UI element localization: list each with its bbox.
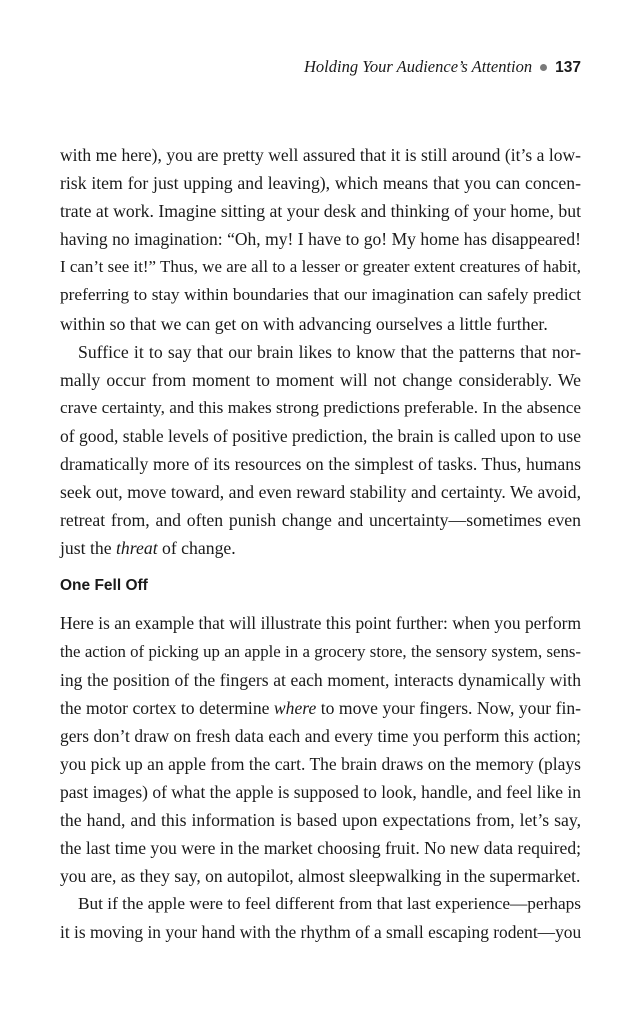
running-head-title: Holding Your Audience’s Attention [304, 57, 533, 76]
text-line: within so that we can get on with advancing ourselves a little further. [60, 313, 548, 334]
text-line [60, 534, 581, 562]
text-line: you pick up an apple from the cart. The brain draws on the memory (plays [60, 753, 581, 774]
text-line: the hand, and this information is based upon expectations from, let’s say, [60, 810, 581, 831]
text-line: I can’t see it!” Thus, we are all to a lesser or greater extent creatures of habit, [60, 257, 581, 277]
text-line: the action of picking up an apple in a grocery store, the sensory system, sens- [60, 641, 581, 661]
text-run: to move your fingers. Now, your fin- [316, 697, 581, 718]
text-line: trate at work. Imagine sitting at your desk and thinking of your home, but [60, 201, 581, 222]
text-line: you are, as they say, on autopilot, almost sleepwalking in the supermarket. [60, 866, 581, 887]
text-line: Here is an example that will illustrate this point further: when you perform [60, 613, 581, 634]
paragraph [60, 609, 581, 890]
text-line: seek out, move toward, and even reward stability and certainty. We avoid, [60, 482, 581, 503]
text-line: risk item for just upping and leaving), which means that you can concen- [60, 173, 581, 194]
section-heading: One Fell Off [60, 577, 148, 595]
text-line: mally occur from moment to moment will not change considerably. We [60, 369, 581, 390]
text-line: ing the position of the fingers at each moment, interacts dynamically with [60, 669, 581, 690]
text-line: the last time you were in the market choosing fruit. No new data required; [60, 838, 581, 859]
emphasis: where [273, 697, 317, 718]
emphasis: threat [116, 538, 158, 559]
text-line: retreat from, and often punish change and uncertainty—sometimes even [60, 510, 581, 531]
text-run: of change. [157, 538, 236, 559]
text-line: Suffice it to say that our brain likes to know that the patterns that nor- [78, 341, 581, 362]
text-line: with me here), you are pretty well assured that it is still around (it’s a low- [60, 145, 581, 165]
text-run: just the [60, 538, 117, 559]
text-line: it is moving in your hand with the rhythm of a small escaping rodent—you [60, 922, 582, 943]
text-line [60, 694, 581, 722]
page-number: 137 [555, 59, 581, 76]
text-line: past images) of what the apple is supposed to look, handle, and feel like in [60, 781, 581, 802]
text-line: dramatically more of its resources on the simplest of tasks. Thus, humans [60, 454, 581, 475]
text-line: having no imagination: “Oh, my! I have to go! My home has disappeared! [60, 229, 581, 250]
body-text [60, 141, 581, 947]
text-line: gers don’t draw on fresh data each and every time you perform this action; [60, 725, 581, 746]
bullet-icon [540, 64, 547, 71]
text-line: preferring to stay within boundaries that our imagination can safely predict [60, 285, 581, 305]
paragraph [60, 141, 581, 338]
paragraph [60, 890, 581, 946]
text-line: crave certainty, and this makes strong predictions preferable. In the absence [60, 397, 581, 417]
text-run: the motor cortex to determine [60, 697, 274, 718]
text-line: But if the apple were to feel different from that last experience—perhaps [78, 894, 582, 914]
text-line: of good, stable levels of positive prediction, the brain is called upon to use [60, 425, 581, 446]
running-head [304, 56, 581, 79]
paragraph [60, 338, 581, 563]
